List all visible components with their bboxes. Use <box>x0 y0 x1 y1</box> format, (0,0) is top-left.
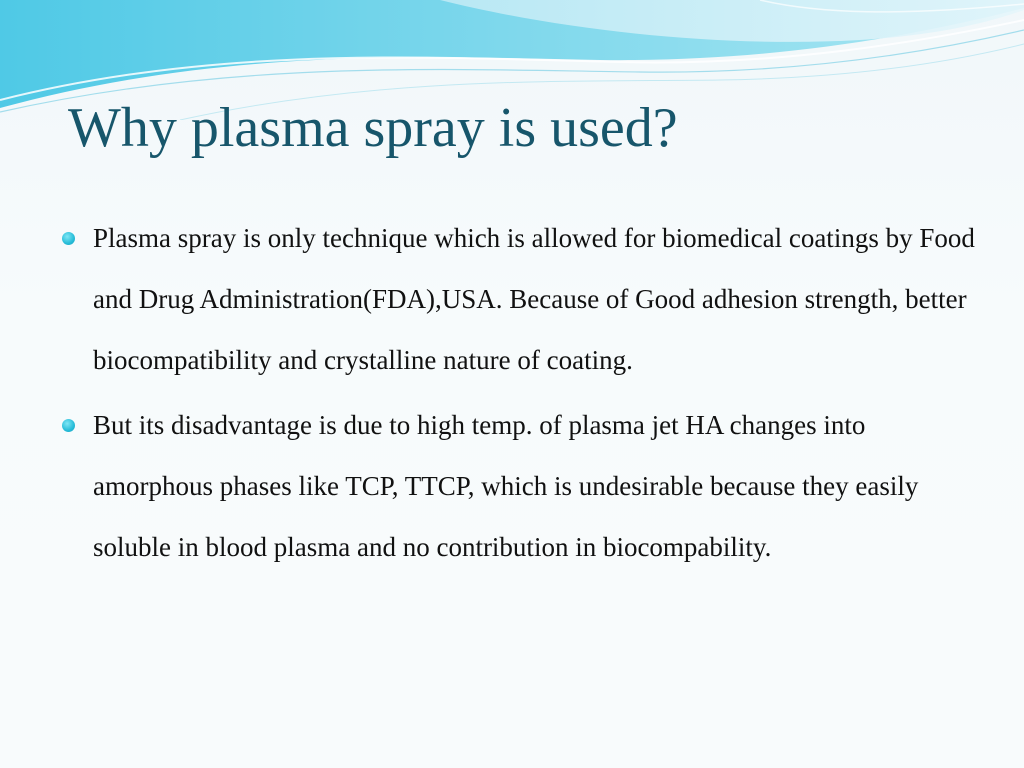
bullet-text: Plasma spray is only technique which is allowed for biomedical coatings by Food and Drug Administration(FDA),USA. Because of Good adhesion strength, better biocompatibility and crystalline nature of coating. <box>93 223 975 375</box>
bullet-list <box>62 208 992 582</box>
bullet-item <box>62 395 992 578</box>
slide-title: Why plasma spray is used? <box>68 97 678 159</box>
bullet-text: But its disadvantage is due to high temp. of plasma jet HA changes into amorphous phases like TCP, TTCP, which is undesirable because they easily soluble in blood plasma and no contribution in biocompability. <box>93 410 919 562</box>
bullet-dot-icon <box>62 232 75 245</box>
bullet-item <box>62 208 992 391</box>
bullet-dot-icon <box>62 419 75 432</box>
